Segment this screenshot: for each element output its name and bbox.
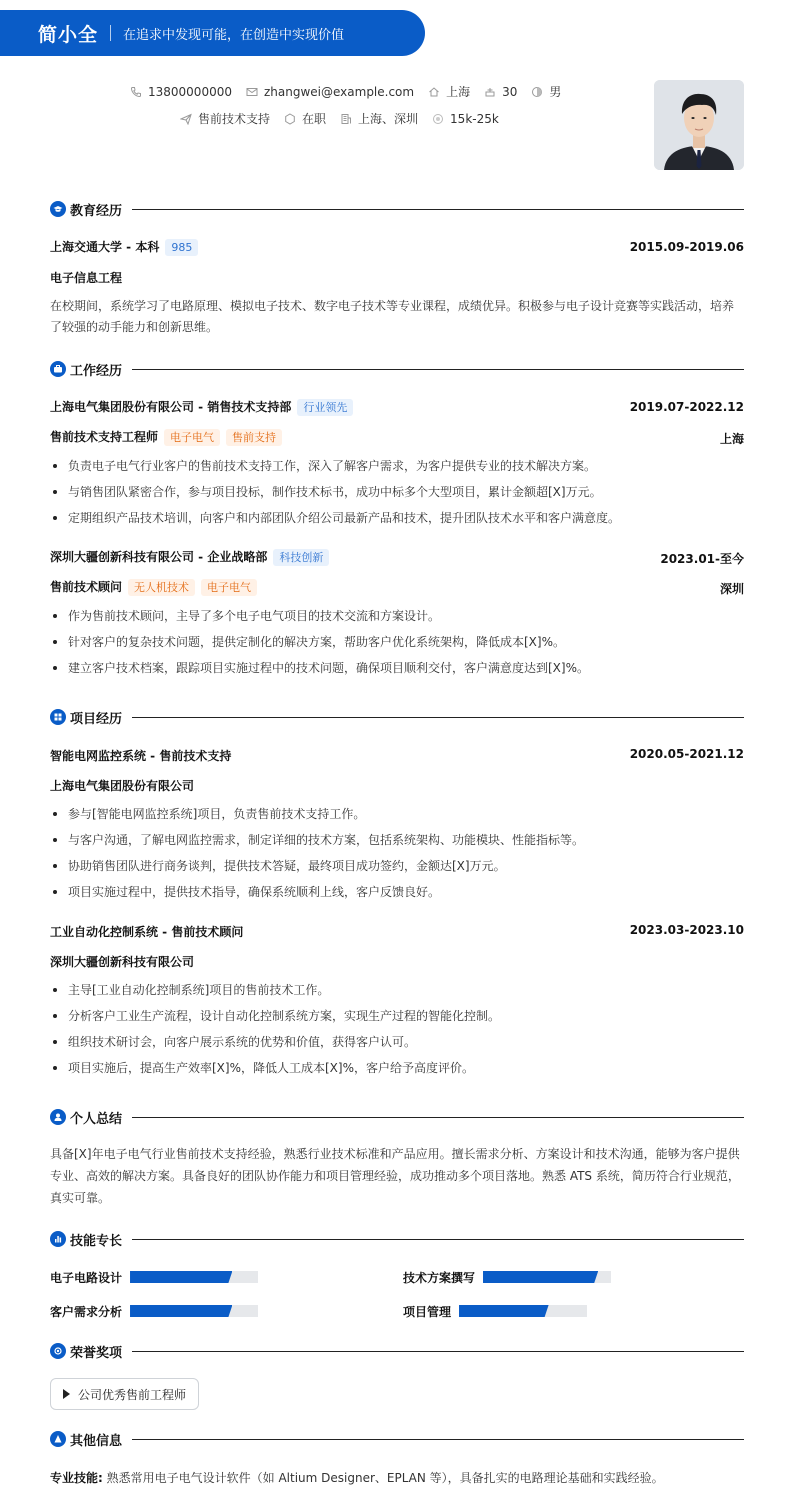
candidate-motto: 在追求中发现可能，在创造中实现价值 xyxy=(123,27,345,43)
skill-fill xyxy=(459,1305,549,1317)
project-2-company: 深圳大疆创新科技有限公司 xyxy=(50,955,195,969)
project-2-bullets xyxy=(50,977,744,1081)
contact-email: zhangwei@example.com xyxy=(246,85,414,99)
edu-major: 电子信息工程 xyxy=(50,271,123,285)
project-2-name: 工业自动化控制系统 - 售前技术顾问 xyxy=(50,925,244,939)
work-1-role: 售前技术支持工程师 电子电气 售前支持 xyxy=(50,428,282,446)
cake-icon xyxy=(484,86,496,98)
project-1-date: 2020.05-2021.12 xyxy=(629,747,744,761)
work-2-tag: 科技创新 xyxy=(273,549,329,566)
section-awards: 荣誉奖项 xyxy=(50,1341,744,1361)
contact-row-1 xyxy=(130,83,575,100)
list-item: 项目实施后，提高生产效率[X]%，降低人工成本[X]%，客户给予高度评价。 xyxy=(50,1055,744,1081)
skill-bar xyxy=(483,1271,611,1283)
work-2-role-tag: 无人机技术 xyxy=(128,579,195,596)
candidate-name: 简小全 xyxy=(38,23,99,46)
project-1-company: 上海电气集团股份有限公司 xyxy=(50,779,195,793)
list-item: 参与[智能电网监控系统]项目，负责售前技术支持工作。 xyxy=(50,801,744,827)
graduation-cap-icon xyxy=(50,201,66,217)
work-2-role: 售前技术顾问 无人机技术 电子电气 xyxy=(50,578,257,596)
list-item: 定期组织产品技术培训，向客户和内部团队介绍公司最新产品和技术，提升团队技术水平和客户满意度。 xyxy=(50,505,744,531)
project-2-date: 2023.03-2023.10 xyxy=(629,923,744,937)
mail-icon xyxy=(246,86,258,98)
work-1-date: 2019.07-2022.12 xyxy=(629,400,744,414)
edu-school: 上海交通大学 - 本科 985 xyxy=(50,238,198,256)
work-1-role-tag: 电子电气 xyxy=(164,429,220,446)
list-item: 项目实施过程中，提供技术指导，确保系统顺利上线，客户反馈良好。 xyxy=(50,879,744,905)
home-icon xyxy=(428,86,440,98)
building-icon xyxy=(340,113,352,125)
list-item: 与客户沟通，了解电网监控需求，制定详细的技术方案，包括系统架构、功能模块、性能指标等。 xyxy=(50,827,744,853)
section-work: 工作经历 xyxy=(50,359,744,379)
skill-item: 客户需求分析 xyxy=(50,1304,258,1318)
award-item: 公司优秀售前工程师 xyxy=(50,1378,199,1410)
job-salary: 15k-25k xyxy=(432,112,499,126)
work-1-bullets xyxy=(50,453,744,531)
contact-row-2 xyxy=(180,110,513,127)
work-2-date: 2023.01-至今 xyxy=(660,552,744,566)
work-1-tag: 行业领先 xyxy=(297,399,353,416)
info-icon xyxy=(50,1431,66,1447)
job-target-city: 上海、深圳 xyxy=(340,110,418,127)
gender-icon xyxy=(531,86,543,98)
contact-age: 30 xyxy=(484,85,517,99)
skill-fill xyxy=(130,1271,232,1283)
bar-chart-icon xyxy=(50,1231,66,1247)
list-item: 协助销售团队进行商务谈判，提供技术答疑，最终项目成功签约，金额达[X]万元。 xyxy=(50,853,744,879)
header-divider xyxy=(110,25,111,41)
summary-text: 具备[X]年电子电气行业售前技术支持经验，熟悉行业技术标准和产品应用。擅长需求分析、方案设计和技术沟通，能够为客户提供专业、高效的解决方案。具备良好的团队协作能力和项目管理经验，成功推动多个项目落地。熟悉 ATS 系统，简历符合行业规范，真实可靠。 xyxy=(50,1147,740,1205)
user-icon xyxy=(50,1109,66,1125)
skill-fill xyxy=(483,1271,598,1283)
contact-city: 上海 xyxy=(428,83,470,100)
list-item: 针对客户的复杂技术问题，提供定制化的解决方案，帮助客户优化系统架构，降低成本[X]%。 xyxy=(50,629,744,655)
work-2-location: 深圳 xyxy=(719,582,744,596)
list-item: 主导[工业自动化控制系统]项目的售前技术工作。 xyxy=(50,977,744,1003)
work-2-company: 深圳大疆创新科技有限公司 - 企业战略部 科技创新 xyxy=(50,548,329,566)
edu-description: 在校期间，系统学习了电路原理、模拟电子技术、数字电子技术等专业课程，成绩优异。积极参与电子设计竞赛等实践活动，培养了较强的动手能力和创新思维。 xyxy=(50,299,735,334)
list-item: 建立客户技术档案，跟踪项目实施过程中的技术问题，确保项目顺利交付，客户满意度达到[X]%。 xyxy=(50,655,744,681)
medal-icon xyxy=(50,1343,66,1359)
briefcase-icon xyxy=(50,361,66,377)
list-item: 组织技术研讨会，向客户展示系统的优势和价值，获得客户认可。 xyxy=(50,1029,744,1055)
other-text: 熟悉常用电子电气设计软件（如 Altium Designer、EPLAN 等），具备扎实的电路理论基础和实践经验。 xyxy=(106,1471,664,1485)
project-1-bullets xyxy=(50,801,744,905)
triangle-icon xyxy=(63,1389,70,1399)
status-icon xyxy=(284,113,296,125)
section-other: 其他信息 xyxy=(50,1429,744,1449)
edu-date: 2015.09-2019.06 xyxy=(629,240,744,254)
job-status: 在职 xyxy=(284,110,326,127)
project-1-name: 智能电网监控系统 - 售前技术支持 xyxy=(50,749,232,763)
contact-phone: 13800000000 xyxy=(130,85,232,99)
section-education: 教育经历 xyxy=(50,199,744,219)
send-icon xyxy=(180,113,192,125)
section-skills: 技能专长 xyxy=(50,1229,744,1249)
skill-item: 项目管理 xyxy=(403,1304,587,1318)
contact-gender: 男 xyxy=(531,83,561,100)
grid-icon xyxy=(50,709,66,725)
skill-bar xyxy=(459,1305,587,1317)
phone-icon xyxy=(130,86,142,98)
work-2-bullets xyxy=(50,603,744,681)
section-summary: 个人总结 xyxy=(50,1107,744,1127)
job-position: 售前技术支持 xyxy=(180,110,270,127)
other-label: 专业技能: xyxy=(50,1471,103,1485)
skill-bar xyxy=(130,1305,258,1317)
skill-item: 电子电路设计 xyxy=(50,1270,258,1284)
other-info xyxy=(50,1469,664,1486)
skill-fill xyxy=(130,1305,232,1317)
skill-item: 技术方案撰写 xyxy=(403,1270,611,1284)
list-item: 分析客户工业生产流程，设计自动化控制系统方案，实现生产过程的智能化控制。 xyxy=(50,1003,744,1029)
list-item: 与销售团队紧密合作，参与项目投标，制作技术标书，成功中标多个大型项目，累计金额超[X]万元。 xyxy=(50,479,744,505)
work-2-role-tag: 电子电气 xyxy=(201,579,257,596)
skill-bar xyxy=(130,1271,258,1283)
edu-tag: 985 xyxy=(165,239,198,256)
list-item: 负责电子电气行业客户的售前技术支持工作，深入了解客户需求，为客户提供专业的技术解决方案。 xyxy=(50,453,744,479)
work-1-location: 上海 xyxy=(719,432,744,446)
header-banner xyxy=(0,10,425,56)
coin-icon xyxy=(432,113,444,125)
section-project: 项目经历 xyxy=(50,707,744,727)
profile-photo xyxy=(654,80,744,170)
work-1-company: 上海电气集团股份有限公司 - 销售技术支持部 行业领先 xyxy=(50,398,353,416)
work-1-role-tag: 售前支持 xyxy=(226,429,282,446)
list-item: 作为售前技术顾问，主导了多个电子电气项目的技术交流和方案设计。 xyxy=(50,603,744,629)
